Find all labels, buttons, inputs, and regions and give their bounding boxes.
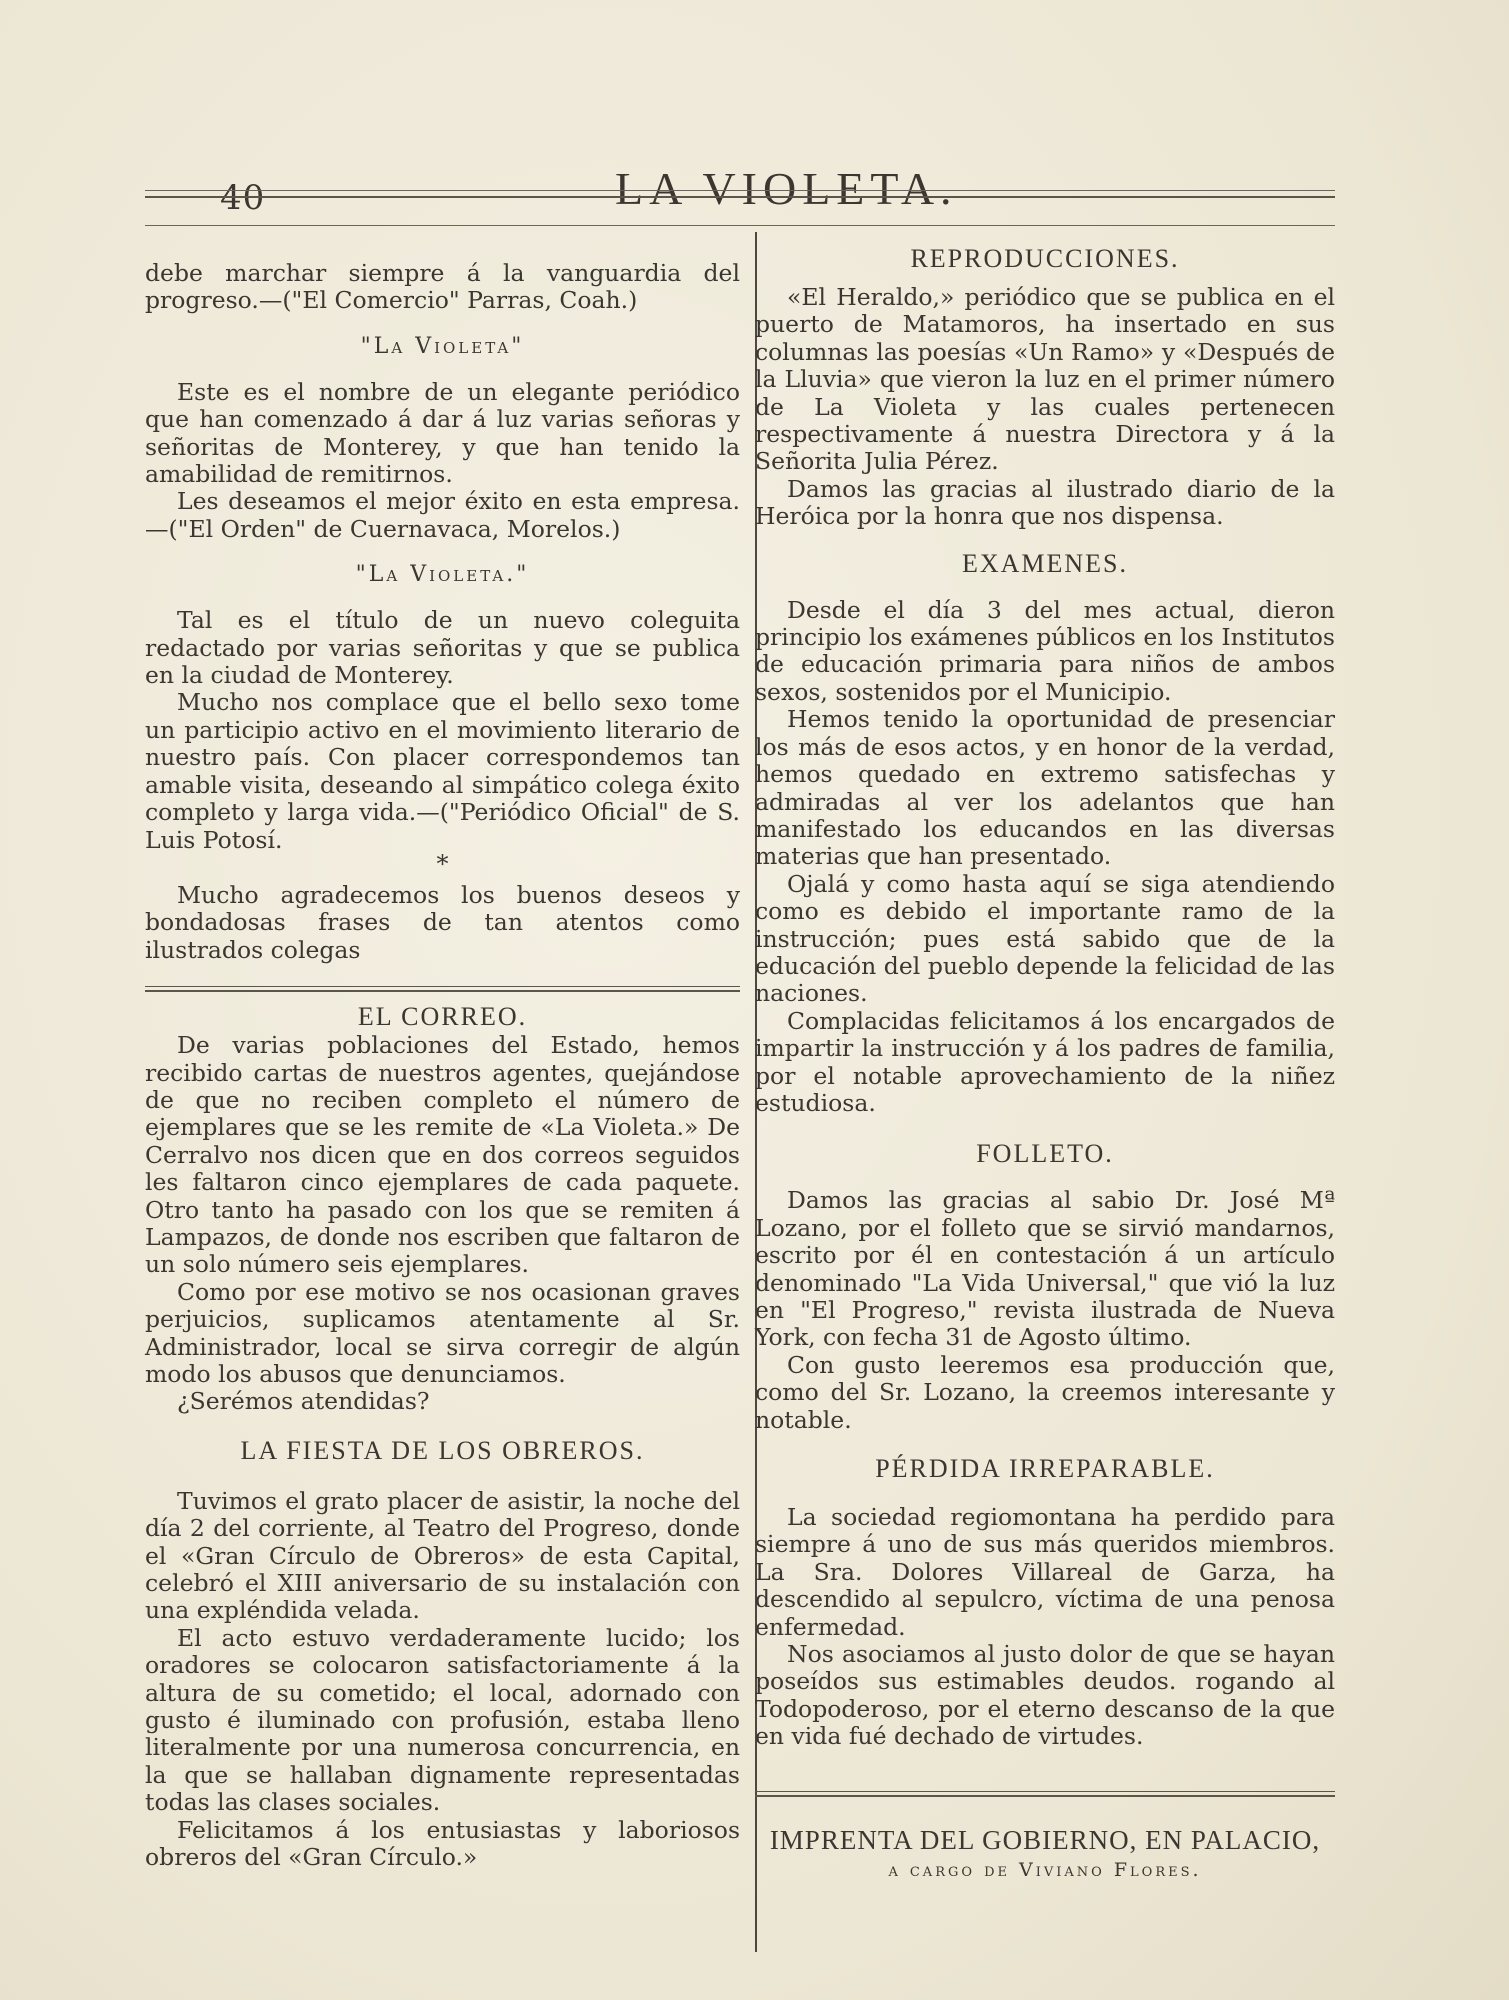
imprint-line: IMPRENTA DEL GOBIERNO, EN PALACIO, xyxy=(769,1824,1321,1855)
section-title: EL CORREO. xyxy=(357,1002,528,1032)
paragraph: Como por ese motivo se nos ocasionan graves perjuicios, suplicamos atentamente al Sr. Administrador, local se sirva corregir de algún modo los abusos que denunciamos. xyxy=(145,1277,740,1388)
paragraph: Mucho agradecemos los buenos deseos y bondadosas frases de tan atentos como ilustrados colegas xyxy=(145,880,740,964)
paragraph: Desde el día 3 del mes actual, dieron principio los exámenes públicos en los Institutos de educación primaria para niños de ambos sexos, sostenidos por el Municipio. xyxy=(755,595,1335,706)
paragraph: La sociedad regiomontana ha perdido para siempre á uno de sus más queridos miembros. La Sra. Dolores Villareal de Garza, ha descendido al sepulcro, víctima de una penosa enfermedad. xyxy=(755,1503,1335,1641)
section-title: LA FIESTA DE LOS OBREROS. xyxy=(240,1435,645,1465)
right-column xyxy=(755,232,1335,1883)
left-column xyxy=(145,232,740,1872)
imprint-sub: a cargo de Viviano Flores. xyxy=(888,1858,1202,1881)
masthead-title: LA VIOLETA. xyxy=(615,163,958,214)
subheading: "La Violeta." xyxy=(355,562,530,588)
header-rule xyxy=(145,190,1335,191)
header-rule-thick xyxy=(145,196,1335,198)
section-title: FOLLETO. xyxy=(976,1139,1114,1169)
paragraph: Mucho nos complace que el bello sexo tome un participio activo en el movimiento literario de nuestro país. Con placer correspondemos tan amable visita, deseando al simpático colega éxito completo y larga vida.—("Periódico Oficial" de S. Luis Potosí. xyxy=(145,688,740,854)
paragraph: Ojalá y como hasta aquí se siga atendiendo como es debido el importante ramo de la instrucción; pues está sabido que de la educación del pueblo depende la felicidad de las naciones. xyxy=(755,869,1335,1008)
paragraph: Damos las gracias al sabio Dr. José Mª Lozano, por el folleto que se sirvió mandarnos, escrito por él en contestación á un artículo denominado "La Vida Universal," que vió la luz en "El Progreso," revista ilustrada de Nueva York, con fecha 31 de Agosto último. xyxy=(755,1186,1335,1352)
paragraph: Les deseamos el mejor éxito en esta empresa.—("El Orden" de Cuernavaca, Morelos.) xyxy=(145,487,740,543)
paragraph: Nos asociamos al justo dolor de que se hayan poseídos sus estimables deudos. rogando al Todopoderoso, por el eterno descanso de la que en vida fué dechado de virtudes. xyxy=(755,1640,1335,1751)
paragraph: debe marchar siempre á la vanguardia del progreso.—("El Comercio" Parras, Coah.) xyxy=(145,259,740,315)
paragraph: Damos las gracias al ilustrado diario de la Heróica por la honra que nos dispensa. xyxy=(755,474,1335,531)
paragraph: El acto estuvo verdaderamente lucido; los oradores se colocaron satisfactoriamente á la altura de su cometido; el local, adornado con gusto é iluminado con profusión, estaba lleno literalmente por una numerosa concurrencia, en la que se hallaban dignamente representadas todas las clases sociales. xyxy=(145,1623,740,1817)
paragraph: Complacidas felicitamos á los encargados de impartir la instrucción y á los padres de familia, por el notable aprovechamiento de la niñez estudiosa. xyxy=(755,1006,1335,1117)
paragraph: Felicitamos á los entusiastas y laboriosos obreros del «Gran Círculo.» xyxy=(145,1815,740,1872)
section-title: EXAMENES. xyxy=(961,548,1129,578)
paragraph: De varias poblaciones del Estado, hemos recibido cartas de nuestros agentes, quejándose de que no reciben completo el número de ejemplares que se les remite de «La Violeta.» De Cerralvo nos dicen que en dos correos seguidos les faltaron cinco ejemplares de cada paquete. Otro tanto ha pasado con los que se remiten á Lampazos, de donde nos escriben que faltaron de un solo número seis ejemplares. xyxy=(145,1031,740,1279)
paragraph: Hemos tenido la oportunidad de presenciar los más de esos actos, y en honor de la verdad, hemos quedado en extremo satisfechas y admiradas al ver los adelantos que han manifestado los educandos en las diversas materias que han presentado. xyxy=(755,705,1335,871)
paragraph: Tuvimos el grato placer de asistir, la noche del día 2 del corriente, al Teatro del Progreso, donde el «Gran Círculo de Obreros» de esta Capital, celebró el XIII aniversario de su instalación con una expléndida velada. xyxy=(145,1486,740,1625)
paragraph: Este es el nombre de un elegante periódico que han comenzado á dar á luz varias señoras y señoritas de Monterey, y que han tenido la amabilidad de remitirnos. xyxy=(145,377,740,489)
asterism: * xyxy=(436,849,449,878)
paragraph: ¿Serémos atendidas? xyxy=(177,1387,430,1416)
section-title: REPRODUCCIONES. xyxy=(910,244,1180,273)
header-bottom-rule xyxy=(145,225,1335,226)
section-title: PÉRDIDA IRREPARABLE. xyxy=(875,1454,1215,1484)
paragraph: «El Heraldo,» periódico que se publica en el puerto de Matamoros, ha insertado en sus columnas las poesías «Un Ramo» y «Después de la Lluvia» que vieron la luz en el primer número de La Violeta y las cuales pertenecen respectivamente á nuestra Directora y á la Señorita Julia Pérez. xyxy=(755,283,1335,476)
paragraph: Con gusto leeremos esa producción que, como del Sr. Lozano, la creemos interesante y notable. xyxy=(755,1350,1335,1434)
subheading: "La Violeta" xyxy=(360,333,525,359)
page-header xyxy=(145,158,1335,218)
page-number: 40 xyxy=(220,178,266,218)
paragraph: Tal es el título de un nuevo coleguita redactado por varias señoritas y que se publica en la ciudad de Monterey. xyxy=(145,606,740,690)
